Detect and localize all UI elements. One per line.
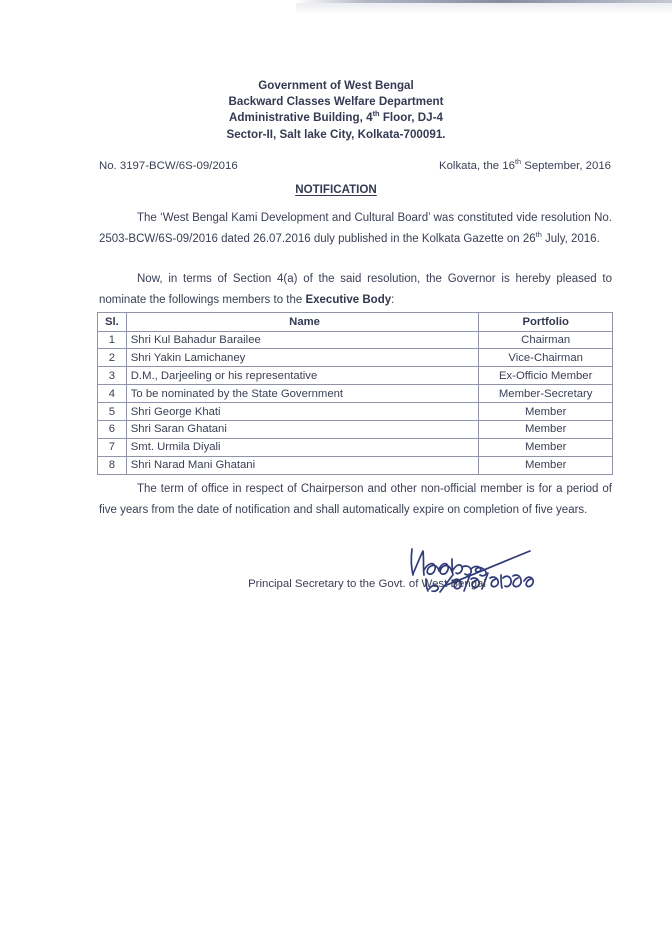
address-ordinal-suffix: th <box>372 109 380 119</box>
cell-name: Shri Kul Bahadur Barailee <box>126 331 479 349</box>
cell-portfolio: Member <box>479 456 613 474</box>
paragraph-1-text: The ‘West Bengal Kami Development and Cultural Board’ was constituted vide resolution No. 2503-BCW/6S-09/2016 dated 26.07.2016 duly published in the Kolkata Gazette on 26 <box>99 212 612 245</box>
place-date-pre: Kolkata, the 16 <box>438 160 515 172</box>
cell-portfolio: Member-Secretary <box>479 385 613 403</box>
cell-sl: 6 <box>98 420 127 438</box>
table-row <box>98 367 613 385</box>
cell-portfolio: Member <box>479 438 613 456</box>
reference-number: No. 3197-BCW/6S-09/2016 <box>99 160 238 172</box>
signatory-title: Principal Secretary to the Govt. of West Bengal <box>248 578 486 590</box>
members-table <box>97 312 613 475</box>
cell-sl: 7 <box>98 438 127 456</box>
place-date-post: September, 2016 <box>521 160 611 172</box>
paragraph-1-text-end: July, 2016. <box>541 232 600 245</box>
cell-portfolio: Member <box>479 420 613 438</box>
address-pre: Administrative Building, 4 <box>229 111 373 125</box>
paragraph-nomination <box>99 269 612 310</box>
cell-sl: 2 <box>98 349 127 367</box>
address-post: Floor, DJ-4 <box>379 111 443 125</box>
cell-portfolio: Chairman <box>479 331 613 349</box>
table-row <box>98 438 613 456</box>
paragraph-1-ordinal-suffix: th <box>535 229 542 239</box>
cell-name: Shri Yakin Lamichaney <box>126 349 479 367</box>
cell-sl: 8 <box>98 456 127 474</box>
table-row <box>98 456 613 474</box>
members-table-head <box>98 313 613 332</box>
letterhead-line-government: Government of West Bengal <box>258 79 414 92</box>
letterhead <box>0 78 672 143</box>
letterhead-line-department: Backward Classes Welfare Department <box>228 95 444 109</box>
cell-name: D.M., Darjeeling or his representative <box>126 367 479 385</box>
cell-portfolio: Member <box>479 403 613 421</box>
cell-portfolio: Vice-Chairman <box>479 349 613 367</box>
executive-body-emphasis: Executive Body <box>305 293 392 306</box>
paragraph-2-text-end: : <box>391 293 395 306</box>
signature-caption <box>0 578 672 590</box>
cell-name: Shri Saran Ghatani <box>126 420 479 438</box>
paragraph-3-text: The term of office in respect of Chairperson and other non-official member is for a period of five years from the date of notification and shall automatically expire on completion of five years. <box>99 483 612 516</box>
cell-sl: 5 <box>98 403 127 421</box>
page-title: NOTIFICATION <box>295 183 377 196</box>
table-row <box>98 331 613 349</box>
table-row <box>98 349 613 367</box>
letterhead-line-city: Sector-II, Salt lake City, Kolkata-700091. <box>226 127 446 141</box>
cell-sl: 4 <box>98 385 127 403</box>
cell-name: To be nominated by the State Government <box>126 385 479 403</box>
cell-name: Shri Narad Mani Ghatani <box>126 456 479 474</box>
column-header-portfolio: Portfolio <box>479 313 613 332</box>
cell-name: Shri George Khati <box>126 403 479 421</box>
column-header-name: Name <box>126 313 479 332</box>
place-and-date <box>439 159 611 174</box>
cell-sl: 1 <box>98 331 127 349</box>
column-header-sl: Sl. <box>98 313 127 332</box>
place-date-ordinal-suffix: th <box>514 157 522 167</box>
paragraph-term-of-office <box>99 479 612 520</box>
cell-portfolio: Ex-Officio Member <box>479 367 613 385</box>
table-row <box>98 420 613 438</box>
paragraph-constitution <box>99 208 612 249</box>
table-header-row <box>98 313 613 332</box>
letterhead-line-address <box>0 110 672 126</box>
table-row <box>98 403 613 421</box>
table-row <box>98 385 613 403</box>
members-table-body <box>98 331 613 474</box>
cell-sl: 3 <box>98 367 127 385</box>
paragraph-2-text: Now, in terms of Section 4(a) of the said resolution, the Governor is hereby pleased to nominate the followings members to the <box>99 273 612 306</box>
cell-name: Smt. Urmila Diyali <box>126 438 479 456</box>
